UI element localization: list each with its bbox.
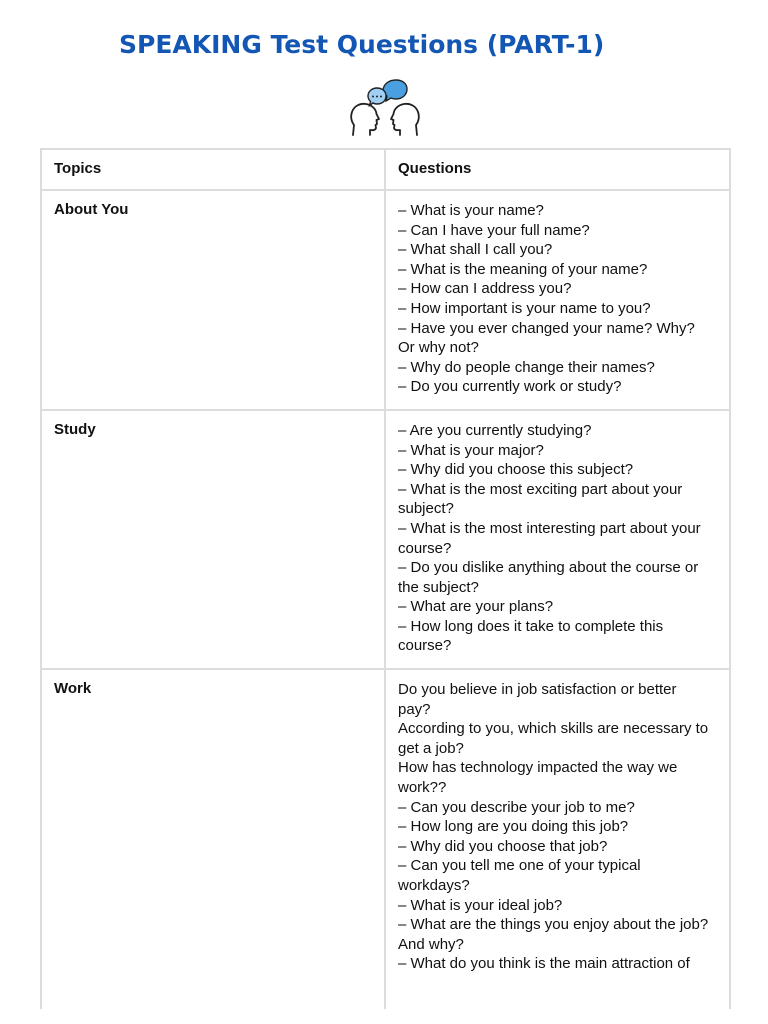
question-line: – How long does it take to complete this	[398, 617, 664, 635]
question-line: – What is your ideal job?	[398, 896, 563, 914]
question-line: – How can I address you?	[398, 280, 572, 298]
question-line: – Can you tell me one of your typical	[398, 857, 641, 875]
question-line: get a job?	[398, 739, 464, 757]
question-line: the subject?	[398, 578, 479, 596]
topic-study: Study	[41, 410, 385, 669]
table-row	[41, 190, 730, 410]
question-line: Do you believe in job satisfaction or better	[398, 681, 677, 699]
question-line: – Can I have your full name?	[398, 221, 590, 239]
question-line: course?	[398, 637, 452, 655]
question-line: – What do you think is the main attraction of	[398, 955, 690, 973]
question-line: workdays?	[398, 877, 470, 894]
question-line: – How important is your name to you?	[398, 299, 651, 317]
page-title: SPEAKING Test Questions (PART-1)	[119, 30, 605, 59]
questions-table	[40, 148, 731, 1009]
question-line: – What are the things you enjoy about the job?	[398, 916, 709, 934]
question-line: work??	[398, 779, 447, 797]
header-questions: Questions	[385, 149, 730, 190]
topic-about-you: About You	[41, 190, 385, 410]
question-line: – What is your name?	[398, 202, 544, 219]
questions-study	[385, 410, 730, 669]
two-heads-speech-bubbles-icon	[349, 79, 421, 137]
question-line: According to you, which skills are necessary to	[398, 720, 709, 738]
question-line: – Can you describe your job to me?	[398, 798, 635, 816]
question-line: – Are you currently studying?	[398, 421, 592, 439]
question-line: – Do you currently work or study?	[398, 378, 622, 396]
question-line: – Why did you choose this subject?	[398, 461, 634, 479]
question-line: subject?	[398, 500, 454, 518]
table-row	[41, 669, 730, 1009]
question-line: – What is the most exciting part about your	[398, 480, 683, 498]
question-line: – Why did you choose that job?	[398, 837, 608, 855]
table-row	[41, 410, 730, 669]
question-line: – Why do people change their names?	[398, 358, 655, 376]
question-line: course?	[398, 539, 452, 557]
topic-work: Work	[41, 669, 385, 1009]
question-line: – What are your plans?	[398, 598, 554, 616]
question-line: – What shall I call you?	[398, 241, 553, 259]
question-line: Or why not?	[398, 339, 479, 357]
question-line: – What is the meaning of your name?	[398, 260, 648, 278]
question-line: And why?	[398, 935, 464, 953]
question-line: – What is your major?	[398, 441, 544, 459]
table-header-row	[41, 149, 730, 190]
question-line: pay?	[398, 700, 431, 718]
questions-work	[385, 669, 730, 1009]
questions-about-you	[385, 190, 730, 410]
question-line: – How long are you doing this job?	[398, 818, 629, 836]
question-line: – Have you ever changed your name? Why?	[398, 319, 695, 337]
question-line: How has technology impacted the way we	[398, 759, 678, 777]
header-topics: Topics	[41, 149, 385, 190]
question-line: – What is the most interesting part about your	[398, 519, 701, 537]
question-line: – Do you dislike anything about the course or	[398, 559, 699, 577]
